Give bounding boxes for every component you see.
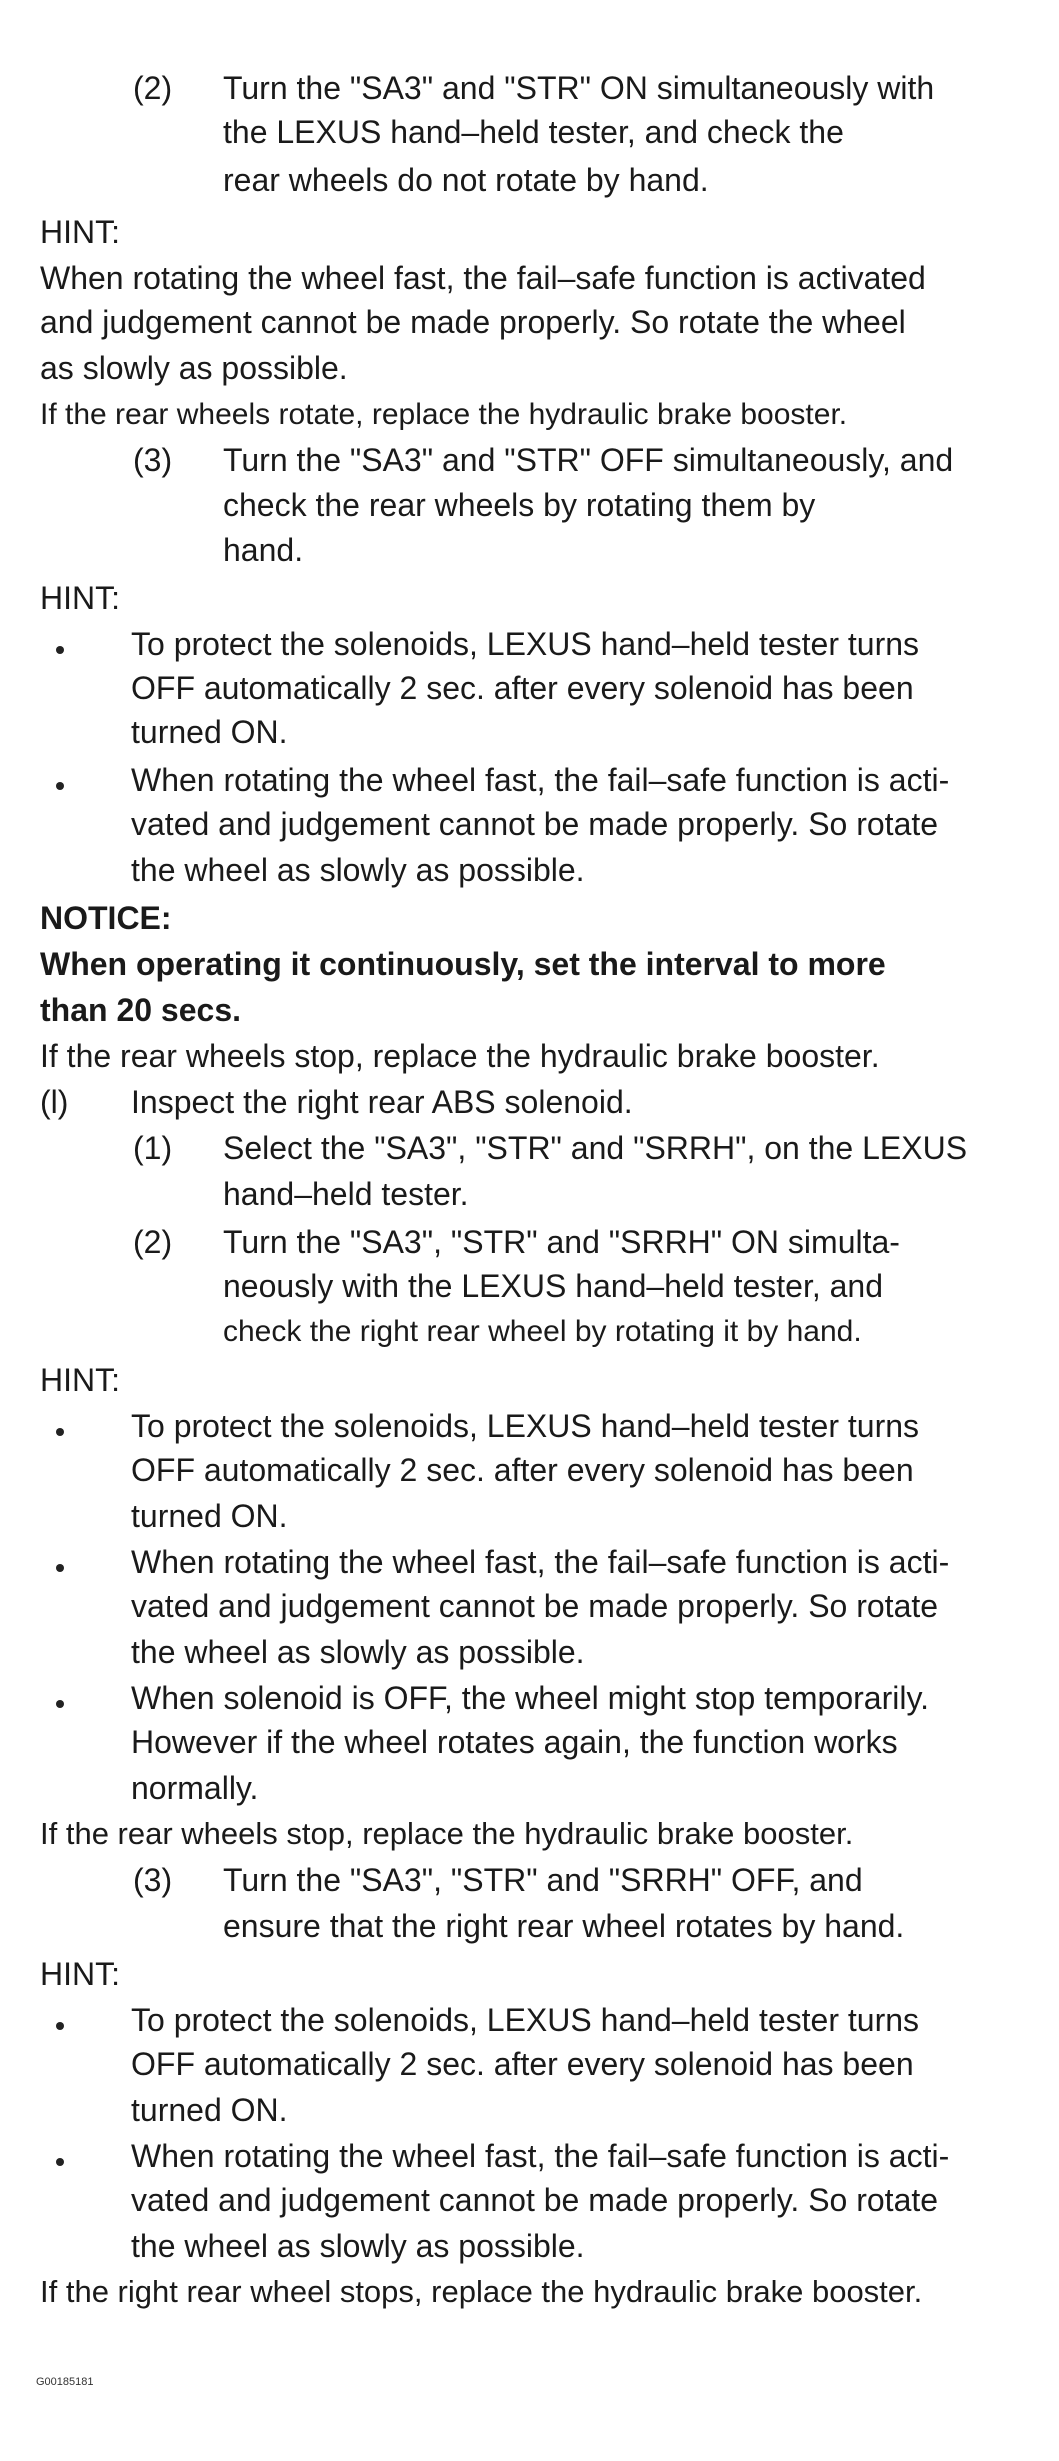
bullet-text: When rotating the wheel fast, the fail–safe function is acti- [131, 1544, 950, 1580]
paragraph-line: If the rear wheels stop, replace the hydraulic brake booster. [40, 1038, 880, 1074]
hint-label: HINT: [40, 1362, 120, 1398]
step-number: (3) [133, 442, 173, 478]
paragraph-line: If the rear wheels rotate, replace the hydraulic brake booster. [40, 398, 848, 431]
step-text: check the right rear wheel by rotating it by hand. [223, 1315, 862, 1348]
paragraph-line: and judgement cannot be made properly. So rotate the wheel [40, 304, 906, 340]
bullet-text: To protect the solenoids, LEXUS hand–held tester turns [131, 626, 920, 662]
bullet-icon [56, 2022, 64, 2030]
step-text: hand. [223, 532, 304, 568]
step-text: hand–held tester. [223, 1176, 469, 1212]
bullet-icon [56, 646, 64, 654]
step-text: the LEXUS hand–held tester, and check the [223, 114, 844, 150]
figure-code: G00185181 [36, 2376, 94, 2388]
bullet-text: the wheel as slowly as possible. [131, 1634, 585, 1670]
bullet-text: To protect the solenoids, LEXUS hand–held tester turns [131, 2002, 920, 2038]
hint-label: HINT: [40, 214, 120, 250]
step-text: Turn the "SA3", "STR" and "SRRH" ON simulta- [223, 1224, 900, 1260]
step-text: ensure that the right rear wheel rotates by hand. [223, 1908, 905, 1944]
step-number: (2) [133, 70, 173, 106]
bullet-text: vated and judgement cannot be made properly. So rotate [131, 1588, 939, 1624]
bullet-text: OFF automatically 2 sec. after every solenoid has been [131, 670, 914, 706]
bullet-text: turned ON. [131, 2092, 288, 2128]
bullet-icon [56, 2158, 64, 2166]
bullet-icon [56, 1428, 64, 1436]
bullet-text: the wheel as slowly as possible. [131, 2228, 585, 2264]
bullet-text: To protect the solenoids, LEXUS hand–held tester turns [131, 1408, 920, 1444]
section-number: (l) [40, 1084, 69, 1120]
notice-label: NOTICE: [40, 900, 172, 936]
step-text: Turn the "SA3", "STR" and "SRRH" OFF, and [223, 1862, 863, 1898]
bullet-icon [56, 1700, 64, 1708]
step-text: Select the "SA3", "STR" and "SRRH", on the LEXUS [223, 1130, 968, 1166]
bullet-text: normally. [131, 1770, 259, 1806]
paragraph-line: If the rear wheels stop, replace the hydraulic brake booster. [40, 1816, 854, 1851]
paragraph-line: as slowly as possible. [40, 350, 348, 386]
bullet-text: When rotating the wheel fast, the fail–safe function is acti- [131, 2138, 950, 2174]
step-number: (3) [133, 1862, 173, 1898]
bullet-text: vated and judgement cannot be made properly. So rotate [131, 2182, 939, 2218]
notice-text: When operating it continuously, set the interval to more [40, 946, 886, 982]
step-text: Turn the "SA3" and "STR" OFF simultaneously, and [223, 442, 954, 478]
bullet-text: OFF automatically 2 sec. after every solenoid has been [131, 2046, 914, 2082]
step-number: (1) [133, 1130, 173, 1166]
bullet-text: turned ON. [131, 714, 288, 750]
step-text: neously with the LEXUS hand–held tester, and [223, 1268, 883, 1304]
bullet-text: When solenoid is OFF, the wheel might stop temporarily. [131, 1680, 929, 1716]
step-text: rear wheels do not rotate by hand. [223, 162, 709, 198]
bullet-text: However if the wheel rotates again, the function works [131, 1724, 898, 1760]
bullet-text: OFF automatically 2 sec. after every solenoid has been [131, 1452, 914, 1488]
bullet-icon [56, 782, 64, 790]
hint-label: HINT: [40, 1956, 120, 1992]
bullet-text: When rotating the wheel fast, the fail–safe function is acti- [131, 762, 950, 798]
bullet-text: turned ON. [131, 1498, 288, 1534]
step-number: (2) [133, 1224, 173, 1260]
hint-label: HINT: [40, 580, 120, 616]
bullet-icon [56, 1564, 64, 1572]
bullet-text: vated and judgement cannot be made properly. So rotate [131, 806, 939, 842]
bullet-text: the wheel as slowly as possible. [131, 852, 585, 888]
section-text: Inspect the right rear ABS solenoid. [131, 1084, 633, 1120]
step-text: Turn the "SA3" and "STR" ON simultaneously with [223, 70, 935, 106]
notice-text: than 20 secs. [40, 992, 241, 1028]
paragraph-line: When rotating the wheel fast, the fail–safe function is activated [40, 260, 926, 296]
step-text: check the rear wheels by rotating them by [223, 487, 816, 523]
paragraph-line: If the right rear wheel stops, replace the hydraulic brake booster. [40, 2274, 923, 2309]
